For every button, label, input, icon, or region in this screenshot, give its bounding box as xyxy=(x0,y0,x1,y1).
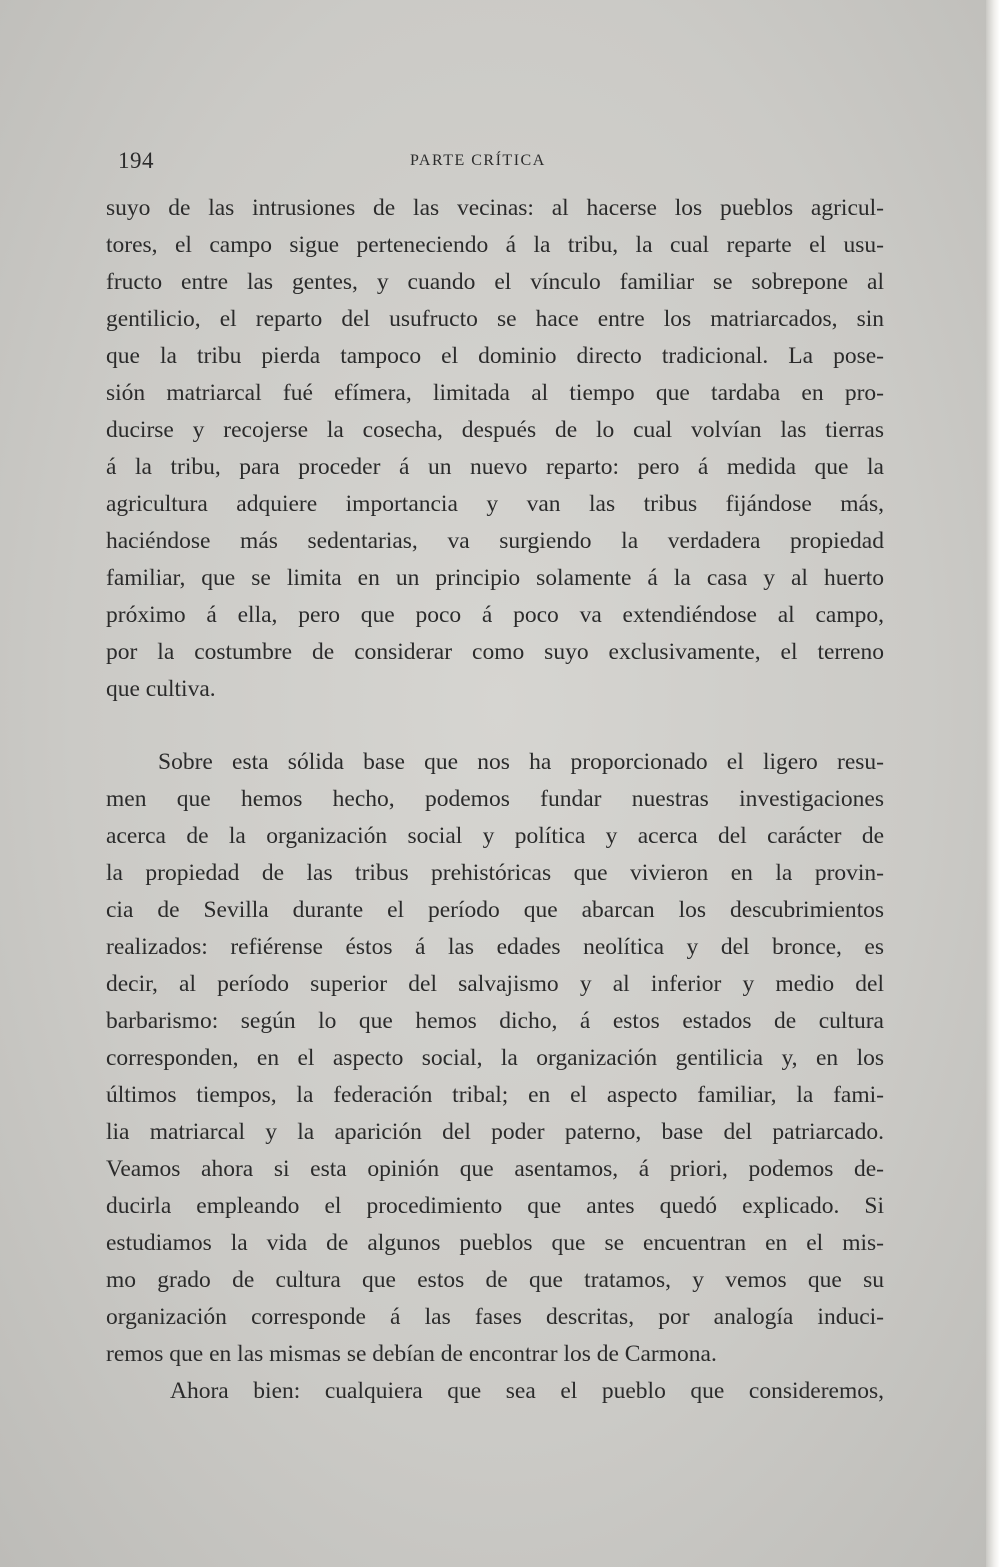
text-line: fructo entre las gentes, y cuando el vínculo familiar se sobrepone al xyxy=(106,269,884,295)
text-line: Ahora bien: cualquiera que sea el pueblo que consideremos, xyxy=(170,1378,884,1404)
text-line: á la tribu, para proceder á un nuevo reparto: pero á medida que la xyxy=(106,454,884,480)
text-line: men que hemos hecho, podemos fundar nuestras investigaciones xyxy=(106,786,884,812)
page-body xyxy=(106,190,884,1410)
text-line: últimos tiempos, la federación tribal; en el aspecto familiar, la fami- xyxy=(106,1082,884,1108)
paragraph-gap xyxy=(106,708,884,744)
text-line: la propiedad de las tribus prehistóricas que vivieron en la provin- xyxy=(106,860,884,886)
running-head: PARTE CRÍTICA xyxy=(410,152,546,169)
text-line: haciéndose más sedentarias, va surgiendo la verdadera propiedad xyxy=(106,528,884,554)
page-number: 194 xyxy=(118,148,154,173)
text-line: gentilicio, el reparto del usufructo se hace entre los matriarcados, sin xyxy=(106,306,884,332)
text-line: decir, al período superior del salvajismo y al inferior y medio del xyxy=(106,971,884,997)
text-line: cia de Sevilla durante el período que abarcan los descubrimientos xyxy=(106,897,884,923)
text-line: Veamos ahora si esta opinión que asentamos, á priori, podemos de- xyxy=(106,1156,884,1182)
paragraph-3 xyxy=(106,1373,884,1410)
text-line: próximo á ella, pero que poco á poco va extendiéndose al campo, xyxy=(106,602,884,628)
page-header xyxy=(118,148,888,178)
text-line: por la costumbre de considerar como suyo exclusivamente, el terreno xyxy=(106,639,884,665)
text-line: realizados: refiérense éstos á las edades neolítica y del bronce, es xyxy=(106,934,884,960)
text-line: ducirla empleando el procedimiento que antes quedó explicado. Si xyxy=(106,1193,884,1219)
page-edge xyxy=(986,0,1000,1567)
text-line: familiar, que se limita en un principio solamente á la casa y al huerto xyxy=(106,565,884,591)
text-line: corresponden, en el aspecto social, la organización gentilicia y, en los xyxy=(106,1045,884,1071)
paragraph-1 xyxy=(106,190,884,708)
text-line: que la tribu pierda tampoco el dominio directo tradicional. La pose- xyxy=(106,343,884,369)
text-line: que cultiva. xyxy=(106,676,216,702)
text-line: agricultura adquiere importancia y van las tribus fijándose más, xyxy=(106,491,884,517)
text-line: ducirse y recojerse la cosecha, después de lo cual volvían las tierras xyxy=(106,417,884,443)
text-line: barbarismo: según lo que hemos dicho, á estos estados de cultura xyxy=(106,1008,884,1034)
text-line: mo grado de cultura que estos de que tratamos, y vemos que su xyxy=(106,1267,884,1293)
text-line: tores, el campo sigue perteneciendo á la tribu, la cual reparte el usu- xyxy=(106,232,884,258)
paragraph-2 xyxy=(106,744,884,1373)
text-line: suyo de las intrusiones de las vecinas: al hacerse los pueblos agricul- xyxy=(106,195,884,221)
text-line: estudiamos la vida de algunos pueblos que se encuentran en el mis- xyxy=(106,1230,884,1256)
text-line: sión matriarcal fué efímera, limitada al tiempo que tardaba en pro- xyxy=(106,380,884,406)
text-line: acerca de la organización social y política y acerca del carácter de xyxy=(106,823,884,849)
text-line: Sobre esta sólida base que nos ha proporcionado el ligero resu- xyxy=(158,749,884,775)
text-line: organización corresponde á las fases descritas, por analogía induci- xyxy=(106,1304,884,1330)
text-line: lia matriarcal y la aparición del poder paterno, base del patriarcado. xyxy=(106,1119,884,1145)
text-line: remos que en las mismas se debían de encontrar los de Carmona. xyxy=(106,1341,717,1367)
